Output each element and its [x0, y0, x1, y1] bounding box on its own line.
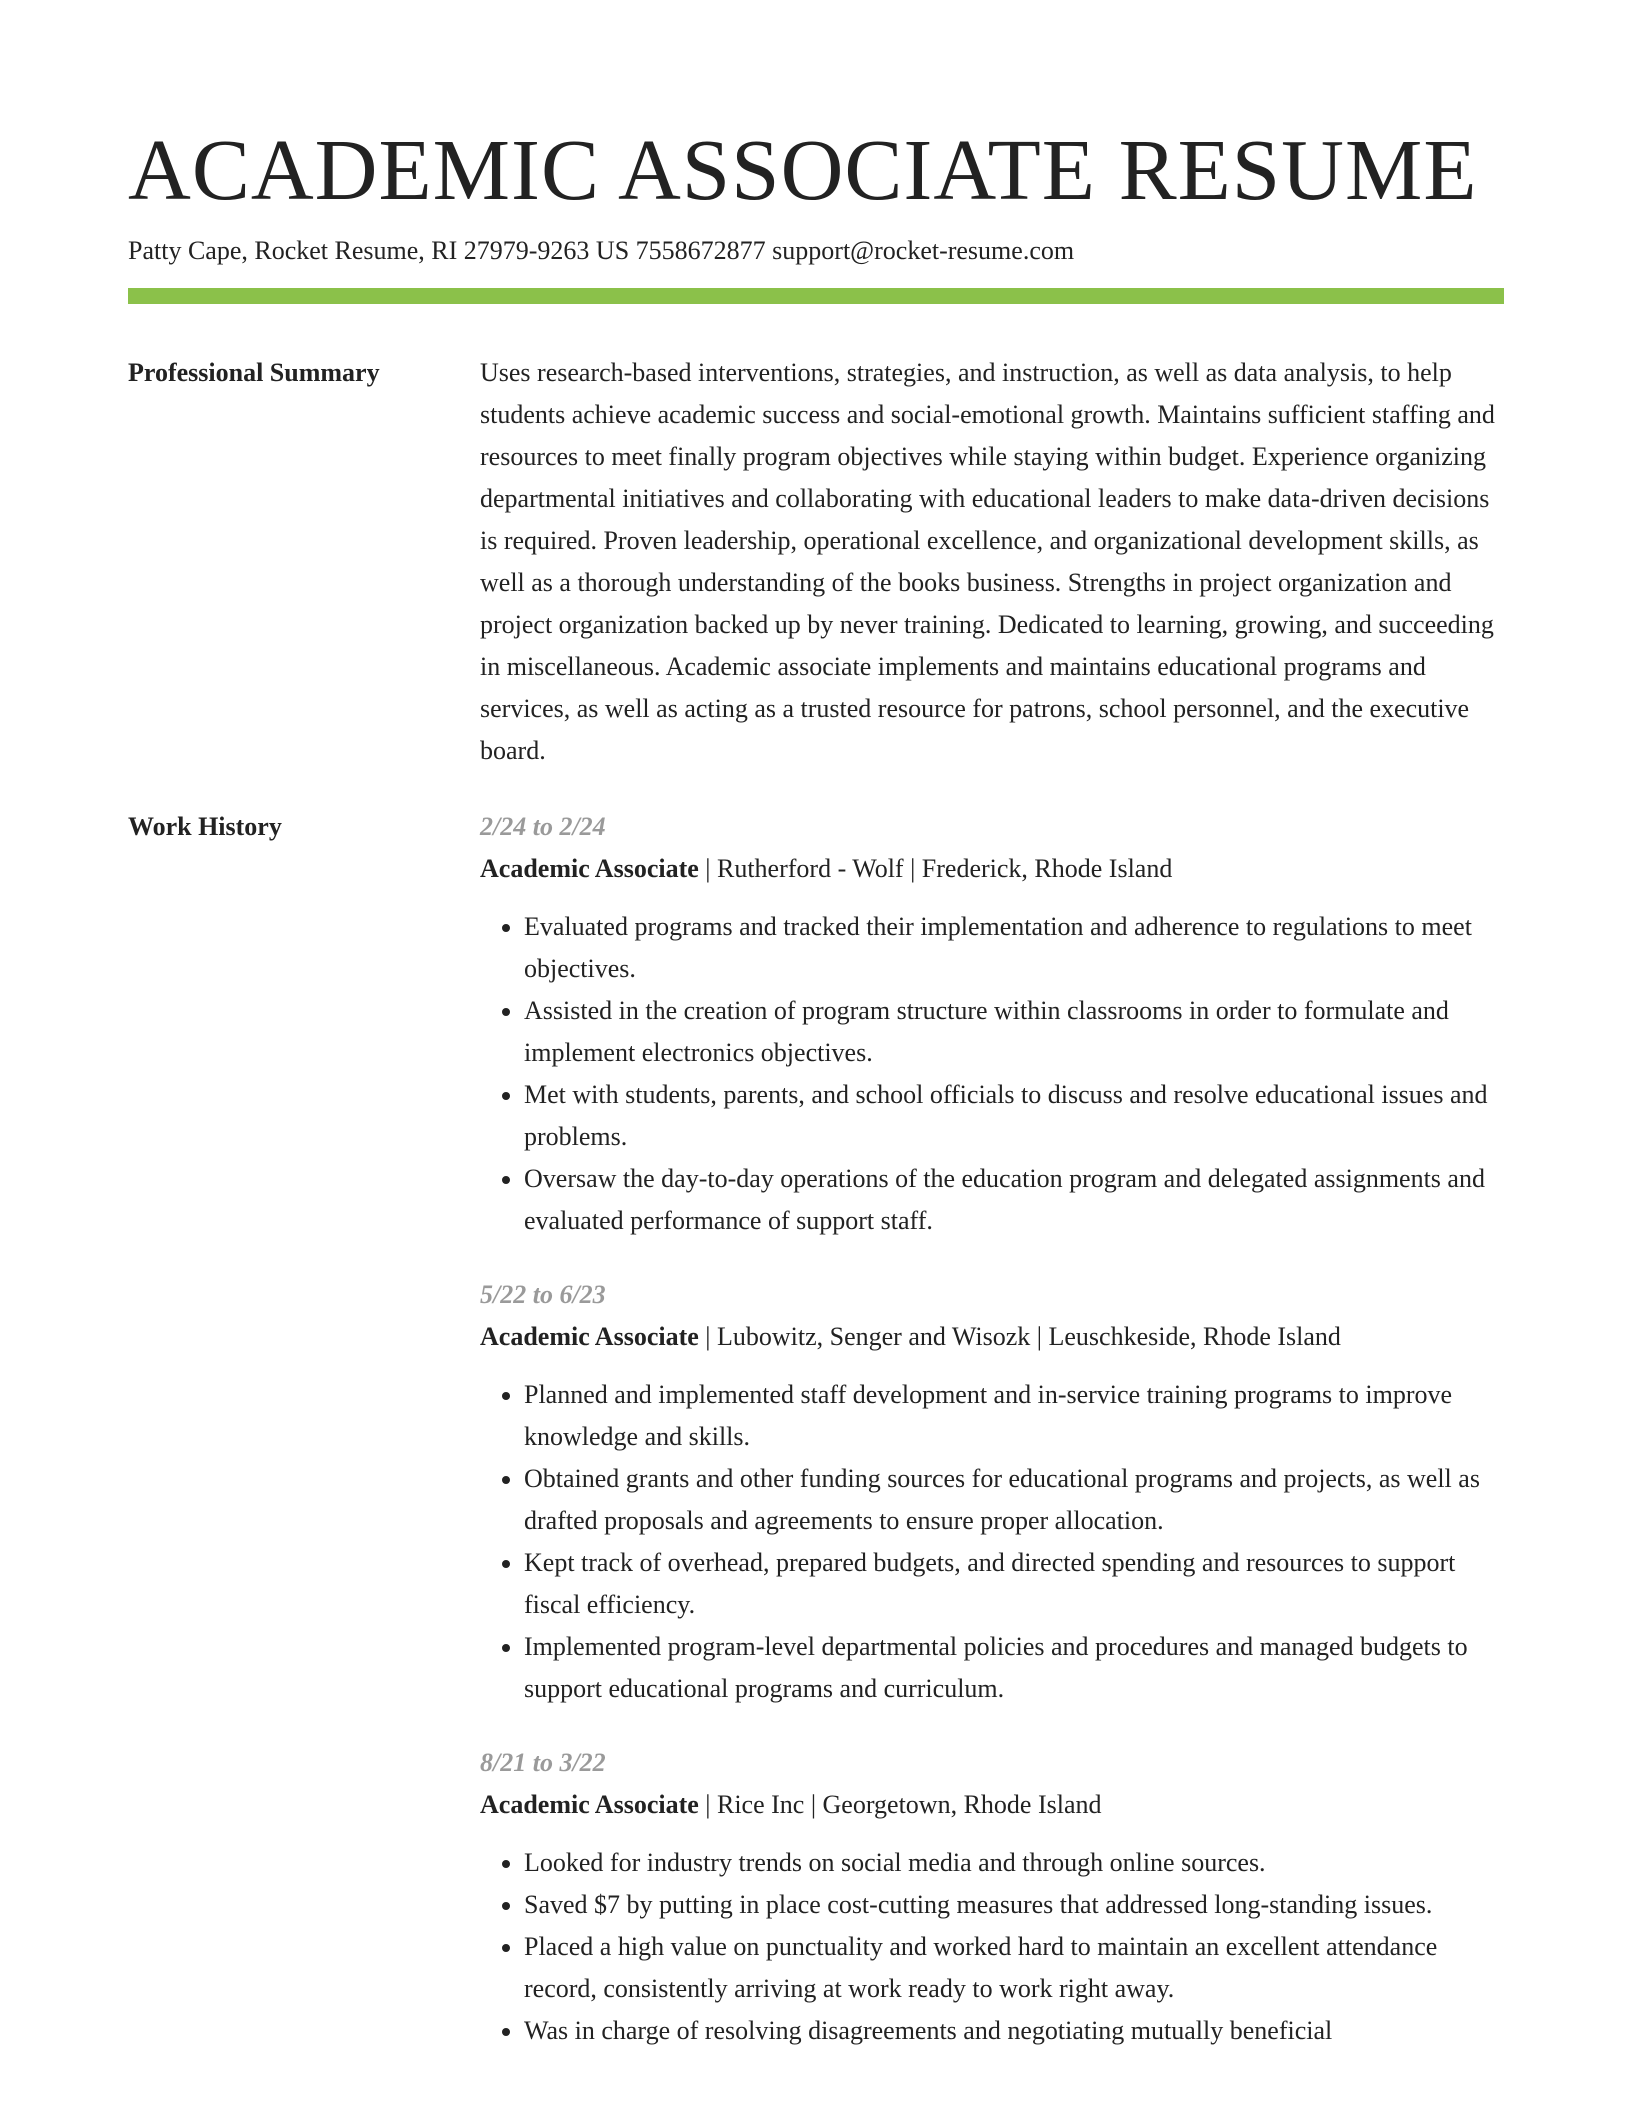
job-heading	[480, 1784, 1504, 1826]
job-heading	[480, 848, 1504, 890]
job-bullet: • Obtained grants and other funding sources for educational programs and projects, as well as drafted proposals and agreements to ensure proper allocation.	[524, 1458, 1504, 1542]
section-label-work-history: Work History	[128, 812, 282, 841]
resume-page	[128, 120, 1504, 2052]
job-bullet: • Oversaw the day-to-day operations of the education program and delegated assignments and evaluated performance of support staff.	[524, 1158, 1504, 1242]
job-title: Academic Associate	[480, 1790, 699, 1819]
job-title: Academic Associate	[480, 854, 699, 883]
job-dates: 8/21 to 3/22	[480, 1748, 606, 1777]
job-bullet: • Assisted in the creation of program structure within classrooms in order to formulate and implement electronics objectives.	[524, 990, 1504, 1074]
job-dates: 5/22 to 6/23	[480, 1280, 606, 1309]
job-bullet: • Planned and implemented staff development and in-service training programs to improve knowledge and skills.	[524, 1374, 1504, 1458]
job-bullets	[480, 906, 1504, 1242]
work-history-section	[128, 806, 1504, 2052]
job-heading	[480, 1316, 1504, 1358]
job-bullet: • Saved $7 by putting in place cost-cutting measures that addressed long-standing issues.	[524, 1884, 1504, 1926]
job-details: | Rutherford - Wolf | Frederick, Rhode Island	[698, 854, 1173, 883]
job-bullet: • Implemented program-level departmental policies and procedures and managed budgets to support educational programs and curriculum.	[524, 1626, 1504, 1710]
job-entry	[480, 806, 1504, 1242]
job-title: Academic Associate	[480, 1322, 699, 1351]
job-bullets	[480, 1374, 1504, 1710]
job-bullet: • Looked for industry trends on social media and through online sources.	[524, 1842, 1504, 1884]
accent-divider	[128, 288, 1504, 304]
job-details: | Rice Inc | Georgetown, Rhode Island	[698, 1790, 1102, 1819]
job-bullet: • Evaluated programs and tracked their implementation and adherence to regulations to meet objectives.	[524, 906, 1504, 990]
job-bullet: • Kept track of overhead, prepared budgets, and directed spending and resources to support fiscal efficiency.	[524, 1542, 1504, 1626]
work-history-body	[480, 806, 1504, 2052]
section-label-professional-summary: Professional Summary	[128, 358, 380, 387]
job-dates: 2/24 to 2/24	[480, 812, 606, 841]
resume-title: ACADEMIC ASSOCIATE RESUME	[128, 121, 1478, 218]
job-entry	[480, 1742, 1504, 2052]
professional-summary-text: Uses research-based interventions, strategies, and instruction, as well as data analysis, to help students achieve academic success and social-emotional growth. Maintains sufficient staffing and resources to meet finally program objectives while staying within budget. Experience organizing departmental initiatives and collaborating with educational leaders to make data-driven decisions is required. Proven leadership, operational excellence, and organizational development skills, as well as a thorough understanding of the books business. Strengths in project organization and project organization backed up by never training. Dedicated to learning, growing, and succeeding in miscellaneous. Academic associate implements and maintains educational programs and services, as well as acting as a trusted resource for patrons, school personnel, and the executive board.	[480, 358, 1495, 765]
professional-summary-section	[128, 352, 1504, 772]
job-bullets	[480, 1842, 1504, 2052]
job-bullet: • Met with students, parents, and school officials to discuss and resolve educational issues and problems.	[524, 1074, 1504, 1158]
job-bullet: • Was in charge of resolving disagreements and negotiating mutually beneficial	[524, 2010, 1504, 2052]
job-entry	[480, 1274, 1504, 1710]
professional-summary-body	[480, 352, 1504, 772]
job-bullet: • Placed a high value on punctuality and worked hard to maintain an excellent attendance record, consistently arriving at work ready to work right away.	[524, 1926, 1504, 2010]
contact-line: Patty Cape, Rocket Resume, RI 27979-9263 US 7558672877 support@rocket-resume.com	[128, 236, 1075, 265]
job-details: | Lubowitz, Senger and Wisozk | Leuschkeside, Rhode Island	[698, 1322, 1341, 1351]
